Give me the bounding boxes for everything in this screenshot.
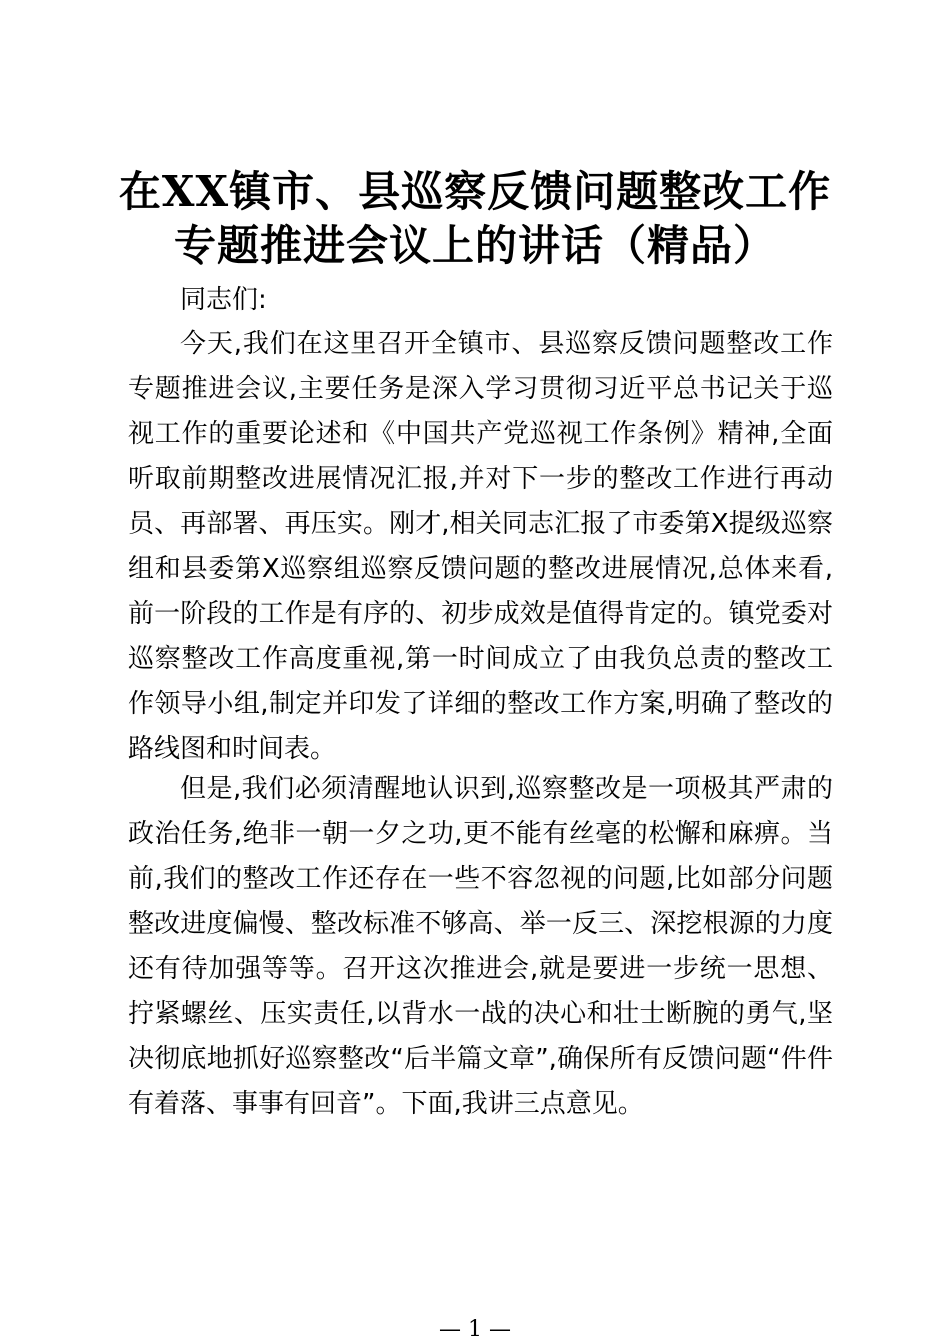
paragraph-2: 但是,我们必须清醒地认识到,巡察整改是一项极其严肃的政治任务,绝非一朝一夕之功,更不能有丝毫的松懈和麻痹。当前,我们的整改工作还存在一些不容忽视的问题,比如部分问题整改进度偏慢、整改标准不够高、举一反三、深挖根源的力度还有待加强等等。召开这次推进会,就是要进一步统一思想、拧紧螺丝、压实责任,以背水一战的决心和壮士断腕的勇气,坚决彻底地抓好巡察整改“后半篇文章”,确保所有反馈问题“件件有着落、事事有回音”。下面,我讲三点意见。 xyxy=(128,774,833,1119)
document-title-line-2: 专题推进会议上的讲话（精品） xyxy=(173,221,776,270)
salutation: 同志们: xyxy=(180,285,267,315)
paragraph-1: 今天,我们在这里召开全镇市、县巡察反馈问题整改工作专题推进会议,主要任务是深入学习贯彻习近平总书记关于巡视工作的重要论述和《中国共产党巡视工作条例》精神,全面听取前期整改进展情况汇报,并对下一步的整改工作进行再动员、再部署、再压实。刚才,相关同志汇报了市委第X提级巡察组和县委第X巡察组巡察反馈问题的整改进展情况,总体来看,前一阶段的工作是有序的、初步成效是值得肯定的。镇党委对巡察整改工作高度重视,第一时间成立了由我负总责的整改工作领导小组,制定并印发了详细的整改工作方案,明确了整改的路线图和时间表。 xyxy=(128,329,833,764)
document-title-line-1: 在XX镇市、县巡察反馈问题整改工作 xyxy=(118,167,832,216)
page-number: — 1 — xyxy=(439,1317,511,1342)
